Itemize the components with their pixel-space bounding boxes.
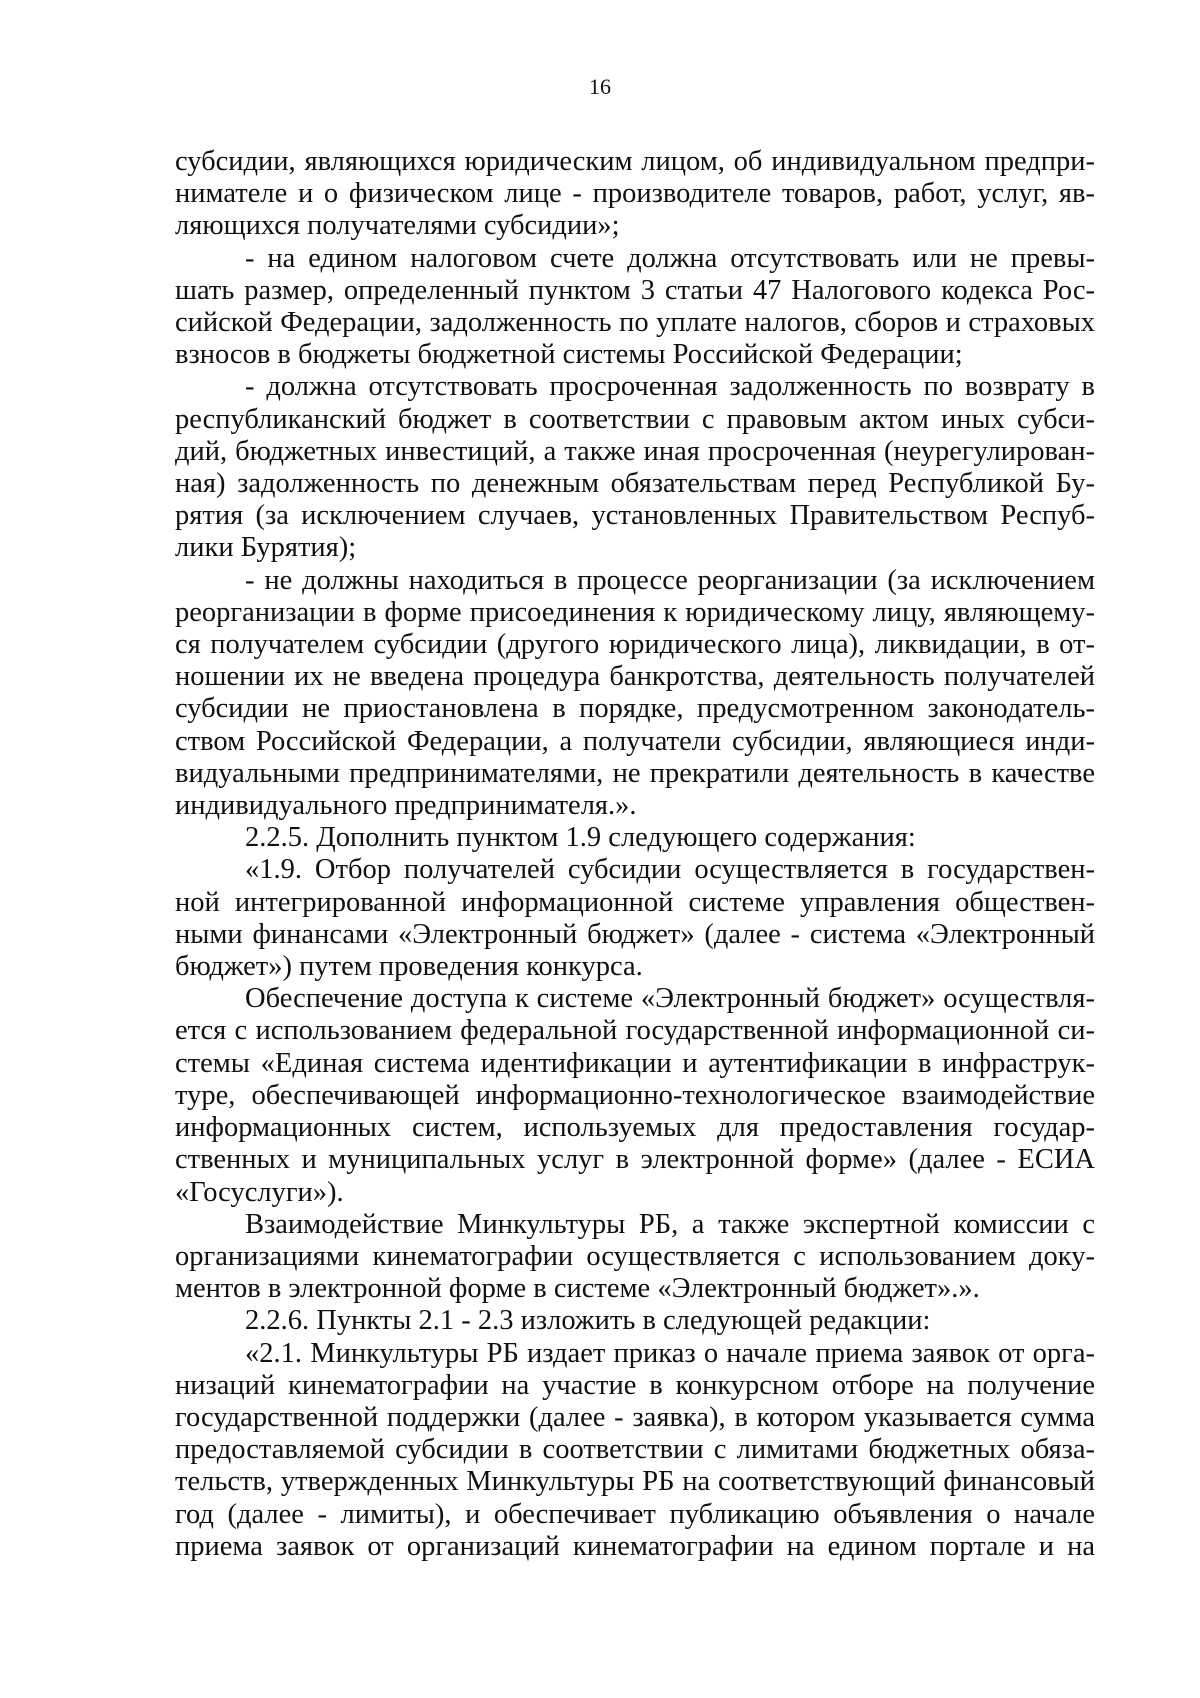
- text-line: приема заявок от организаций кинематографии на едином портале и на: [175, 1530, 1095, 1562]
- text-line: субсидии не приостановлена в порядке, предусмотренном законодатель-: [175, 693, 1095, 725]
- text-line: - на едином налоговом счете должна отсутствовать или не превы-: [245, 242, 1095, 274]
- text-line: ется с использованием федеральной государственной информационной си-: [175, 1015, 1095, 1047]
- paragraph: [175, 854, 1095, 983]
- text-line: «1.9. Отбор получателей субсидии осуществляется в государствен-: [245, 854, 1095, 886]
- paragraph: [175, 983, 1095, 1208]
- text-line: ментов в электронной форме в системе «Электронный бюджет».».: [175, 1273, 980, 1305]
- text-line: взносов в бюджеты бюджетной системы Российской Федерации;: [175, 339, 963, 371]
- text-line: «Госуслуги»).: [175, 1176, 344, 1208]
- paragraph: [175, 1338, 1095, 1563]
- text-line: ляющихся получателями субсидии»;: [175, 210, 620, 242]
- paragraph: [175, 243, 1095, 372]
- text-line: бюджет») путем проведения конкурса.: [175, 951, 643, 983]
- paragraph: [175, 1209, 1095, 1306]
- text-line: ная) задолженность по денежным обязательствам перед Республикой Бу-: [175, 468, 1095, 500]
- text-line: дий, бюджетных инвестиций, а также иная просроченная (неурегулирован-: [175, 435, 1095, 467]
- text-line: шать размер, определенный пунктом 3 статьи 47 Налогового кодекса Рос-: [175, 274, 1095, 306]
- paragraph: [175, 565, 1095, 823]
- text-line: «2.1. Минкультуры РБ издает приказ о начале приема заявок от орга-: [245, 1337, 1095, 1369]
- text-line: Обеспечение доступа к системе «Электронный бюджет» осуществля-: [245, 983, 1095, 1015]
- text-line: ся получателем субсидии (другого юридического лица), ликвидации, в от-: [175, 629, 1095, 661]
- text-line: субсидии, являющихся юридическим лицом, об индивидуальном предпри-: [175, 146, 1095, 177]
- text-line: информационных систем, используемых для предоставления государ-: [175, 1112, 1095, 1144]
- text-line: реорганизации в форме присоединения к юридическому лицу, являющему-: [175, 596, 1095, 628]
- text-line: ными финансами «Электронный бюджет» (далее - система «Электронный: [175, 918, 1095, 950]
- document-body: [175, 146, 1095, 1563]
- text-line: республиканский бюджет в соответствии с правовым актом иных субси-: [175, 403, 1095, 435]
- page-number: 16: [589, 74, 611, 99]
- text-line: ством Российской Федерации, а получатели субсидии, являющиеся инди-: [175, 725, 1095, 757]
- paragraph: [175, 822, 1095, 854]
- text-line: 2.2.5. Дополнить пунктом 1.9 следующего содержания:: [245, 822, 916, 854]
- text-line: - должна отсутствовать просроченная задолженность по возврату в: [245, 371, 1095, 403]
- text-line: государственной поддержки (далее - заявка), в котором указывается сумма: [175, 1401, 1095, 1433]
- text-line: индивидуального предпринимателя.».: [175, 790, 637, 822]
- text-line: сийской Федерации, задолженность по уплате налогов, сборов и страховых: [175, 307, 1095, 339]
- text-line: Взаимодействие Минкультуры РБ, а также экспертной комиссии с: [245, 1208, 1095, 1240]
- text-line: стемы «Единая система идентификации и аутентификации в инфраструк-: [175, 1047, 1095, 1079]
- paragraph: [175, 371, 1095, 564]
- text-line: ношении их не введена процедура банкротства, деятельность получателей: [175, 661, 1095, 693]
- text-line: тельств, утвержденных Минкультуры РБ на соответствующий финансовый: [175, 1466, 1095, 1498]
- text-line: предоставляемой субсидии в соответствии с лимитами бюджетных обяза-: [175, 1434, 1095, 1466]
- text-line: рятия (за исключением случаев, установленных Правительством Респуб-: [175, 500, 1095, 532]
- text-line: ственных и муниципальных услуг в электронной форме» (далее - ЕСИА: [175, 1144, 1095, 1176]
- text-line: год (далее - лимиты), и обеспечивает публикацию объявления о начале: [175, 1498, 1095, 1530]
- paragraph: [175, 1305, 1095, 1337]
- text-line: - не должны находиться в процессе реорганизации (за исключением: [245, 564, 1095, 596]
- text-line: туре, обеспечивающей информационно-технологическое взаимодействие: [175, 1079, 1095, 1111]
- paragraph: [175, 146, 1095, 243]
- text-line: лики Бурятия);: [175, 532, 357, 564]
- text-line: нимателе и о физическом лице - производителе товаров, работ, услуг, яв-: [175, 178, 1095, 210]
- text-line: организациями кинематографии осуществляется с использованием доку-: [175, 1240, 1095, 1272]
- text-line: видуальными предпринимателями, не прекратили деятельность в качестве: [175, 757, 1095, 789]
- text-line: низаций кинематографии на участие в конкурсном отборе на получение: [175, 1369, 1095, 1401]
- text-line: 2.2.6. Пункты 2.1 - 2.3 изложить в следующей редакции:: [245, 1305, 931, 1337]
- text-line: ной интегрированной информационной системе управления обществен-: [175, 886, 1095, 918]
